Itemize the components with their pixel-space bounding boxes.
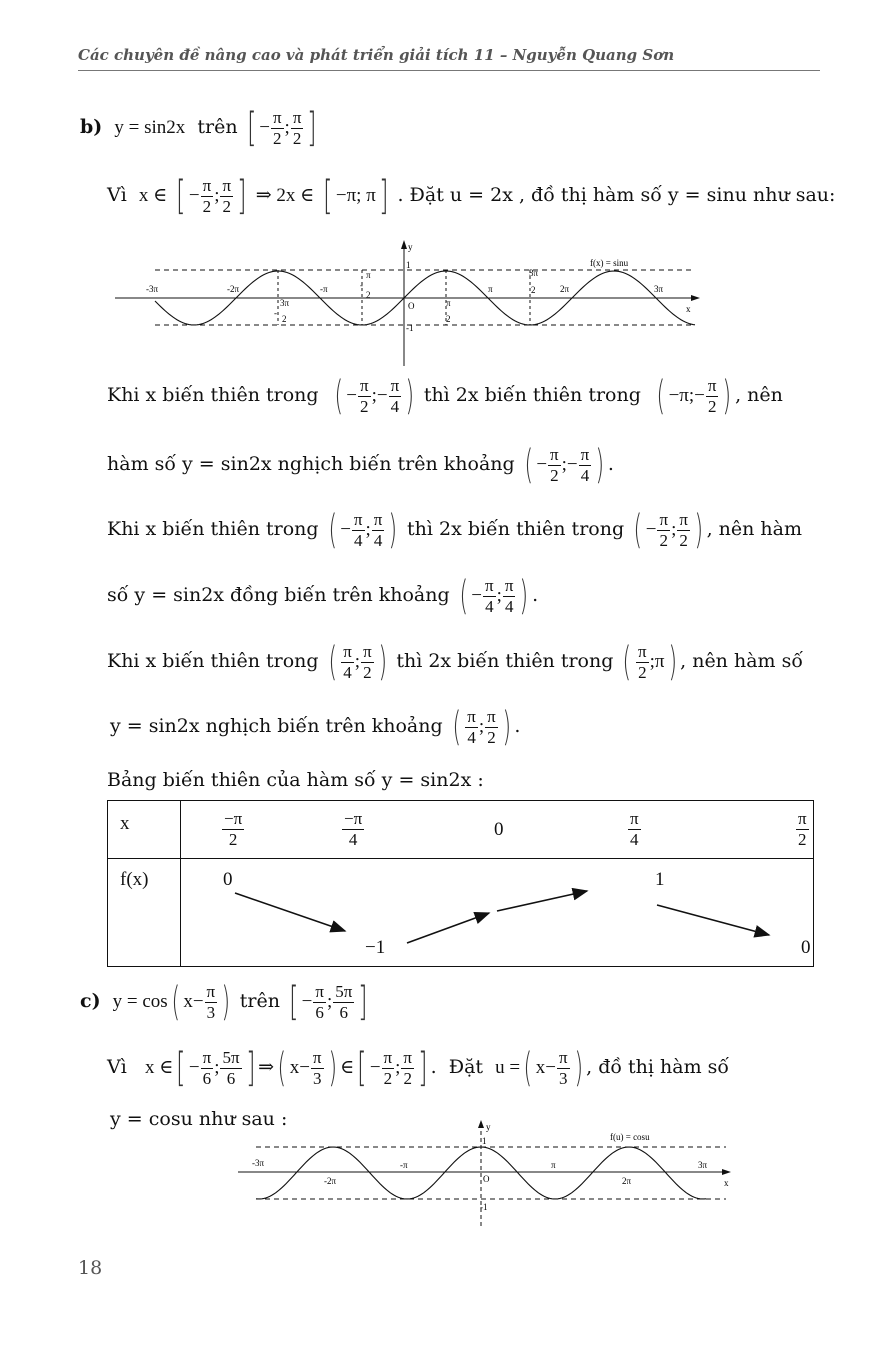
x-axis-arrow-icon — [691, 295, 700, 301]
frac-negpi2-num: π — [366, 270, 371, 280]
x-in: x ∈ — [138, 185, 168, 207]
tick-pi: π — [488, 284, 493, 294]
p3-line2: y = sin2x nghịch biến trên khoảng ( $\frac{\pi}{4}$ ; $\frac{\pi}{2}$ ) . — [110, 704, 521, 751]
table-title: Bảng biến thiên của hàm số y = sin2x : — [107, 769, 484, 791]
p3-thi: thì 2x biến thiên trong — [396, 650, 614, 673]
frac-pi2-num: π — [446, 298, 451, 308]
x-val-neg-pi2: $\frac{-\pi}{2}$ — [224, 809, 243, 849]
variation-table — [107, 800, 814, 967]
minus-sign-1: - — [360, 280, 363, 290]
label-one: 1 — [406, 260, 411, 270]
x-val-0: 0 — [494, 819, 504, 840]
c-neg-one: -1 — [480, 1202, 488, 1212]
frac-3pi2-den: 2 — [531, 285, 536, 295]
table-f-row — [181, 859, 814, 967]
part-c-dat: Đặt — [448, 1056, 484, 1079]
c-origin: O — [483, 1174, 490, 1184]
tick-2pi: 2π — [560, 284, 570, 294]
c-tick-pi: π — [551, 1160, 556, 1170]
p2-thi: thì 2x biến thiên trong — [407, 518, 625, 541]
part-c-function: y = cos — [112, 991, 168, 1013]
x-val-pi4: $\frac{\pi}{4}$ — [630, 809, 639, 849]
p2-line1: Khi x biến thiên trong ( − $\frac{\pi}{4}$ ; $\frac{\pi}{4}$ ) thì 2x biến thiên trong ( − $\frac{\pi}{2}$ ; $\frac{\pi}{2}$ ) , nên hàm — [107, 507, 802, 554]
p2-line2-text: số y = sin2x đồng biến trên khoảng — [107, 584, 450, 607]
frac-pi2-den: 2 — [446, 314, 451, 324]
part-b-tren: trên — [197, 116, 238, 139]
p3-line1: Khi x biến thiên trong ( $\frac{\pi}{4}$ ; $\frac{\pi}{2}$ ) thì 2x biến thiên trong ( $\frac{\pi}{2}$ ;π) , nên hàm số — [107, 639, 803, 686]
part-c-tren: trên — [239, 990, 280, 1013]
origin-label: O — [408, 301, 415, 311]
c-axis-x: x — [724, 1178, 729, 1188]
tick-negpi: -π — [320, 284, 328, 294]
table-x-row — [181, 801, 814, 859]
part-c-line3: y = cosu như sau : — [110, 1108, 288, 1130]
p1-line2: hàm số y = sin2x nghịch biến trên khoảng ( − $\frac{\pi}{2}$ ;− $\frac{\pi}{4}$ ) . — [107, 442, 614, 489]
p2-khi: Khi x biến thiên trong — [107, 518, 319, 541]
tick-neg2pi: -2π — [227, 284, 240, 294]
part-b-heading: b) y = sin2x trên [ − $\frac{\pi}{2}$ ; $\frac{\pi}{2}$ ] — [80, 105, 317, 152]
c-axis-y: y — [486, 1122, 491, 1132]
part-c-vi: Vì — [107, 1056, 127, 1079]
part-c-label: c) — [80, 990, 101, 1013]
p3-nen: , nên hàm số — [680, 650, 803, 673]
arrow-up-2 — [497, 891, 587, 911]
f-val-0-end: 0 — [801, 937, 811, 958]
sine-graph — [110, 238, 710, 368]
p2-nen: , nên hàm — [706, 518, 802, 541]
minus-sign-2: - — [274, 308, 277, 318]
frac-neg3pi2-num: 3π — [280, 298, 290, 308]
part-c-x-in: x ∈ — [144, 1057, 174, 1079]
label-neg-one: -1 — [406, 323, 414, 333]
p1-line2-text: hàm số y = sin2x nghịch biến trên khoảng — [107, 453, 515, 476]
arrow-up-1 — [407, 913, 489, 943]
axis-y-label: y — [408, 242, 413, 252]
c-tick-neg3pi: -3π — [252, 1158, 265, 1168]
dat-text: . Đặt u = 2x , đồ thị hàm số y = sinu như sau: — [397, 184, 836, 207]
arrow-down-2 — [657, 905, 769, 935]
p1-nen: , nên — [735, 384, 783, 407]
interval-pi: −π; π — [335, 185, 376, 207]
page-number: 18 — [78, 1257, 103, 1279]
arrow-down-1 — [235, 893, 345, 931]
cosine-graph — [236, 1120, 736, 1230]
func-label: f(x) = sinu — [590, 258, 629, 268]
part-b-label: b) — [80, 116, 103, 139]
c-one: 1 — [482, 1136, 487, 1146]
c-func-label: f(u) = cosu — [610, 1132, 650, 1142]
y-axis-arrow-c-icon — [478, 1120, 484, 1128]
part-c-substitution: Vì x ∈[ − $\frac{\pi}{6}$ ; $\frac{5\pi}{6}$ ] ⇒( x− $\frac{\pi}{3}$ ) ∈[ − $\frac{\pi}{2}$ ; $\frac{\pi}{2}$ ] . Đặt u =( x− $\frac{\pi}{3}$ ) , đồ thị hàm số — [107, 1045, 730, 1092]
vi-text: Vì — [107, 184, 127, 207]
p1-khi: Khi x biến thiên trong — [107, 384, 319, 407]
c-tick-2pi: 2π — [622, 1176, 632, 1186]
part-c-tail: , đồ thị hàm số — [586, 1056, 730, 1079]
part-c-heading: c) y = cos( x− $\frac{\pi}{3}$ ) trên [ − $\frac{\pi}{6}$ ; $\frac{5\pi}{6}$ ] — [80, 979, 368, 1026]
c-tick-negpi: -π — [400, 1160, 408, 1170]
y-axis-arrow-icon — [401, 240, 407, 249]
part-b-function: y = sin2x — [114, 117, 186, 139]
p2-line2: số y = sin2x đồng biến trên khoảng ( − $\frac{\pi}{4}$ ; $\frac{\pi}{4}$ ) . — [107, 573, 539, 620]
x-axis-arrow-c-icon — [722, 1169, 731, 1175]
p1-thi: thì 2x biến thiên trong — [423, 384, 641, 407]
frac-neg3pi2-den: 2 — [282, 314, 287, 324]
table-x-label: x — [108, 801, 181, 859]
f-val-0-start: 0 — [223, 869, 233, 890]
f-val-neg1: −1 — [365, 937, 386, 958]
tick-3pi: 3π — [654, 284, 664, 294]
implies-2x: ⇒ 2x ∈ — [255, 185, 315, 207]
f-val-1: 1 — [655, 869, 665, 890]
c-tick-3pi: 3π — [698, 1160, 708, 1170]
table-f-label: f(x) — [108, 859, 181, 967]
part-c-u-eq: u = — [495, 1057, 521, 1079]
frac-3pi2-num: 3π — [529, 268, 539, 278]
variation-arrows — [181, 859, 821, 967]
x-val-neg-pi4: $\frac{-\pi}{4}$ — [344, 809, 363, 849]
p3-line2-text: y = sin2x nghịch biến trên khoảng — [110, 715, 443, 738]
x-val-pi2: $\frac{\pi}{2}$ — [798, 809, 807, 849]
c-tick-neg2pi: -2π — [324, 1176, 337, 1186]
p3-khi: Khi x biến thiên trong — [107, 650, 319, 673]
running-header: Các chuyên đề nâng cao và phát triển giải tích 11 – Nguyễn Quang Sơn — [78, 46, 820, 71]
p1-line1: Khi x biến thiên trong ( − $\frac{\pi}{2}$ ;− $\frac{\pi}{4}$ ) thì 2x biến thiên trong ( −π;− $\frac{\pi}{2}$ ) , nên — [107, 373, 783, 420]
tick-neg3pi: -3π — [146, 284, 159, 294]
axis-x-label: x — [686, 304, 691, 314]
frac-negpi2-den: 2 — [366, 290, 371, 300]
part-b-substitution: Vì x ∈ [ − $\frac{\pi}{2}$ ; $\frac{\pi}{2}$ ] ⇒ 2x ∈ [ −π; π] . Đặt u = 2x , đồ thị hàm số y = sinu như sau: — [107, 173, 836, 220]
